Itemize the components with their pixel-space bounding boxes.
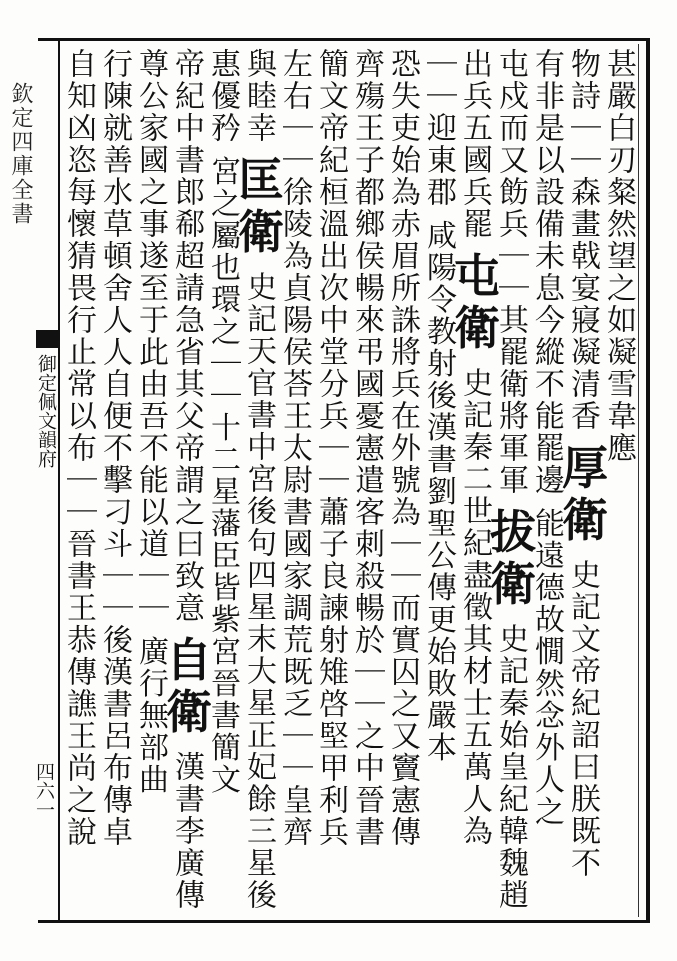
text-column-7 xyxy=(384,48,420,914)
column-text: 行陳就善水草頓舍人人自便不擊刁斗｜｜後漢書呂布傳卓 xyxy=(97,48,132,848)
column-text: 物詩｜｜森畫戟宴寢凝清香 xyxy=(565,48,600,432)
text-column-3 xyxy=(528,48,564,914)
text-column-15 xyxy=(96,48,132,914)
frame-right-border xyxy=(646,38,650,923)
headword-annotation: 漢書李廣傳 xyxy=(169,751,204,912)
headword-annotation: 史記秦始皇紀韓魏趙 xyxy=(493,623,528,912)
spine-margin xyxy=(0,38,58,923)
column-text: 尊公家國之事遂至于此由吾不能以道｜｜ xyxy=(133,48,168,624)
text-column-9 xyxy=(312,48,348,914)
text-column-14 xyxy=(132,48,168,914)
column-text: 恐失吏始為赤眉所誅將兵在外號為｜｜而實囚之又竇憲傳 xyxy=(385,48,420,848)
text-column-13 xyxy=(159,48,213,914)
text-column-2 xyxy=(555,48,609,914)
page-number: 四六一 xyxy=(33,762,55,819)
text-column-4 xyxy=(483,48,537,914)
text-column-12 xyxy=(204,48,240,914)
column-text: 自知凶恣每懷猜畏行止常以布｜｜晉書王恭傳譙王尚之說 xyxy=(61,48,96,848)
headword-hou-wei: 厚衛 xyxy=(555,443,609,548)
headword-kuang-wei: 匡衛 xyxy=(231,155,285,260)
column-text: 帝紀中書郎郗超請急省其父帝謂之曰致意 xyxy=(169,48,204,624)
column-text: 簡文帝紀桓溫出次中堂分兵｜｜蕭子良諫射雉啓堅甲利兵 xyxy=(313,48,348,848)
text-column-16 xyxy=(60,48,96,914)
frame-bottom-border xyxy=(38,920,650,923)
continuation-text: 廣行無部曲 xyxy=(133,635,168,796)
headword-tun-wei: 屯衛 xyxy=(447,251,501,356)
column-text: 與睦幸 xyxy=(241,48,276,144)
text-column-6 xyxy=(420,48,456,914)
continuation-text: 宮之屬也環之｜｜十二星藩臣皆紫宮晉書簡文 xyxy=(205,155,240,796)
spine-title: 欽定四庫全書 xyxy=(8,82,33,226)
text-column-8 xyxy=(348,48,384,914)
spine-book-title: 御定佩文韻府 xyxy=(35,354,57,468)
headword-ba-wei: 拔衛 xyxy=(483,507,537,612)
continuation-text: 能遠德故憪然念外人之 xyxy=(529,507,564,828)
text-column-5 xyxy=(447,48,501,914)
column-text: 屯戍而又飭兵｜｜其罷衛將軍軍 xyxy=(493,48,528,496)
fishtail-mark xyxy=(36,330,58,348)
column-text: 出兵五國兵罷 xyxy=(457,48,492,240)
column-text: 甚嚴白刃粲然望之如凝雪韋應 xyxy=(601,48,636,464)
headword-zi-wei: 自衛 xyxy=(159,635,213,740)
column-text: ｜｜迎東郡 xyxy=(421,48,456,208)
column-text: 齊殤王子都鄉侯暢來弔國憂憲遣客刺殺暢於｜｜之中晉書 xyxy=(349,48,384,848)
column-text: 有非是以設備未息今縱不能罷邊 xyxy=(529,48,564,496)
frame-right-inner-line xyxy=(638,44,639,917)
headword-annotation: 史記天官書中宮後句四星末大星正妃餘三星後 xyxy=(241,271,276,912)
column-text: 惠優矜 xyxy=(205,48,240,144)
continuation-text: 咸陽令教射後漢書劉聖公傳更始敗嚴本 xyxy=(421,219,456,764)
column-text: 左右｜｜徐陵為貞陽侯荅王太尉書國家調荒既乏｜｜皇齊 xyxy=(277,48,312,848)
headword-annotation: 史記文帝紀詔曰朕既不 xyxy=(565,559,600,880)
frame-top-border xyxy=(38,38,650,41)
text-column-11 xyxy=(231,48,285,914)
headword-annotation: 史記秦二世紀盡徵其材士五萬人為 xyxy=(457,367,492,848)
